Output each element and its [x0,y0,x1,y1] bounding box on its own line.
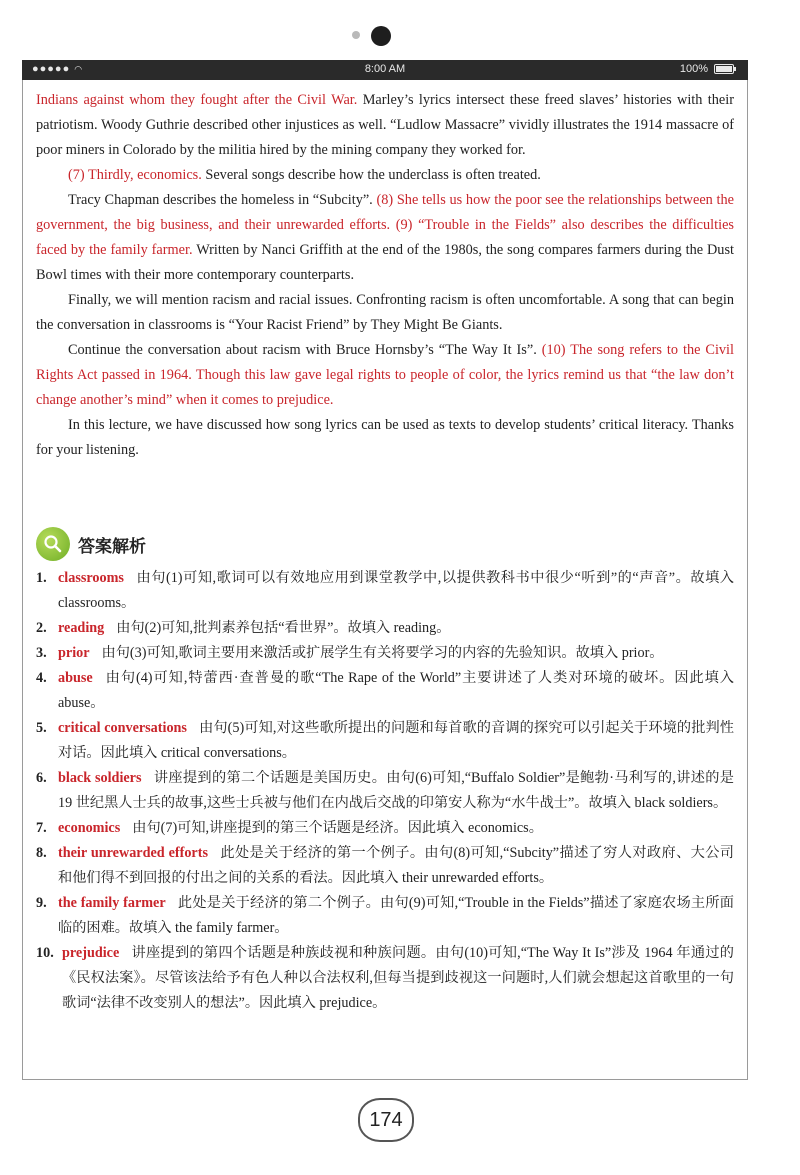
section-title: 答案解析 [78,536,146,557]
answer-key: black soldiers [58,770,142,786]
answer-key: the family farmer [58,895,166,911]
battery-percent: 100% [679,63,708,75]
highlighted-sentence: (8) She tells us how the poor see the relationships between the government, the big business, and their unrewarded efforts. (9) “Trouble in the Fields” also describes the difficulties faced by the family farmer. [36,192,734,258]
answer-key: prejudice [62,945,120,961]
answer-number: 5. [36,720,47,736]
passage-text: Finally, we will mention racism and racial issues. Confronting racism is often uncomfortable. A song that can begin the conversation in classrooms is “Your Racist Friend” by They Might Be Giants. [36,292,734,333]
highlighted-sentence: (7) Thirdly, economics. [68,167,202,183]
answer-explanation: 讲座提到的第四个话题是种族歧视和种族问题。由句(10)可知,“The Way It Is”涉及 1964 年通过的《民权法案》。尽管该法给予有色人种以合法权利,但每当提到歧视这一问题时,人们就会想起这首歌里的一句歌词“法律不改变别人的想法”。因此填入 prejudice。 [62,945,734,1011]
answer-explanation: 此处是关于经济的第二个例子。由句(9)可知,“Trouble in the Fields”描述了家庭农场主所面临的困难。故填入 the family farmer。 [58,895,734,936]
answer-key: prior [58,645,90,661]
passage-paragraph [36,188,734,288]
answer-explanation: 由句(3)可知,歌词主要用来激活或扩展学生有关将要学习的内容的先验知识。故填入 prior。 [101,645,664,661]
answer-number: 1. [36,570,47,586]
answer-number: 10. [36,945,54,961]
passage-text: Several songs describe how the underclass is often treated. [201,167,541,183]
answer-item [36,616,734,641]
answer-number: 3. [36,645,47,661]
answer-list [36,566,734,1016]
signal-indicator: ●●●●● ◠ [32,63,84,75]
highlighted-sentence: (10) The song refers to the Civil Rights Act passed in 1964. Though this law gave legal rights to people of color, the lyrics remind us that “the law don’t change another’s mind” when it comes to prejudice. [36,342,735,408]
answer-item [36,666,734,716]
answer-item [36,566,734,616]
answer-key: critical conversations [58,720,187,736]
passage-paragraph [36,163,734,188]
answer-number: 4. [36,670,47,686]
answer-item [36,816,734,841]
answer-number: 6. [36,770,47,786]
passage-text: Written by Nanci Griffith at the end of the 1980s, the song compares farmers during the Dust Bowl times with their more contemporary counterparts. [36,242,734,283]
passage-paragraph [36,288,734,338]
answer-explanation: 由句(5)可知,对这些歌所提出的问题和每首歌的音调的探究可以引起关于环境的批判性对话。因此填入 critical conversations。 [58,720,734,761]
camera-dot [371,26,391,46]
answer-explanation: 此处是关于经济的第一个例子。由句(8)可知,“Subcity”描述了穷人对政府、大公司和他们得不到回报的付出之间的关系的看法。因此填入 their unrewarded efforts。 [58,845,734,886]
section-header [36,527,146,561]
battery-icon [714,64,734,74]
highlighted-sentence: Indians against whom they fought after the Civil War. [36,92,358,108]
answer-item [36,891,734,941]
wifi-icon: ◠ [74,64,84,74]
answer-number: 9. [36,895,47,911]
status-time: 8:00 AM [364,63,406,75]
passage-text: Continue the conversation about racism with Bruce Hornsby’s “The Way It Is”. [68,342,542,358]
passage-text: Tracy Chapman describes the homeless in “Subcity”. [68,192,377,208]
passage-paragraph [36,88,734,163]
answer-item [36,766,734,816]
answer-number: 2. [36,620,47,636]
answer-explanation: 由句(7)可知,讲座提到的第三个话题是经济。因此填入 economics。 [132,820,543,836]
passage [36,88,734,463]
passage-paragraph [36,413,734,463]
answer-item [36,641,734,666]
passage-paragraph [36,338,734,413]
passage-text: Marley’s lyrics intersect these freed slaves’ histories with their patriotism. Woody Guthrie described other injustices as well. “Ludlow Massacre” vividly illustrates the 1914 massacre of poor miners in Colorado by the militia hired by the mining company they worked for. [36,92,734,158]
answer-explanation: 讲座提到的第二个话题是美国历史。由句(6)可知,“Buffalo Soldier”是鲍勃·马利写的,讲述的是 19 世纪黑人士兵的故事,这些士兵被与他们在内战后交战的印第安人称为“水牛战士”。故填入 black soldiers。 [58,770,734,811]
battery-status [680,63,734,75]
answer-number: 7. [36,820,47,836]
answer-explanation: 由句(4)可知,特蕾西·查普曼的歌“The Rape of the World”主要讲述了人类对环境的破坏。因此填入 abuse。 [58,670,734,711]
answer-key: reading [58,620,105,636]
page-number: 174 [358,1098,414,1142]
answer-key: their unrewarded efforts [58,845,208,861]
answer-item [36,941,734,1016]
answer-explanation: 由句(1)可知,歌词可以有效地应用到课堂教学中,以提供教科书中很少“听到”的“声音”。故填入 classrooms。 [58,570,734,611]
passage-text: In this lecture, we have discussed how song lyrics can be used as texts to develop students’ critical literacy. Thanks for your listening. [36,417,734,458]
magnifier-icon [36,527,70,561]
camera-dot-small [352,31,360,39]
answer-key: economics [58,820,121,836]
answer-item [36,841,734,891]
answer-key: classrooms [58,570,124,586]
answer-item [36,716,734,766]
answer-number: 8. [36,845,47,861]
status-bar [22,60,748,80]
answer-explanation: 由句(2)可知,批判素养包括“看世界”。故填入 reading。 [116,620,451,636]
answer-key: abuse [58,670,93,686]
